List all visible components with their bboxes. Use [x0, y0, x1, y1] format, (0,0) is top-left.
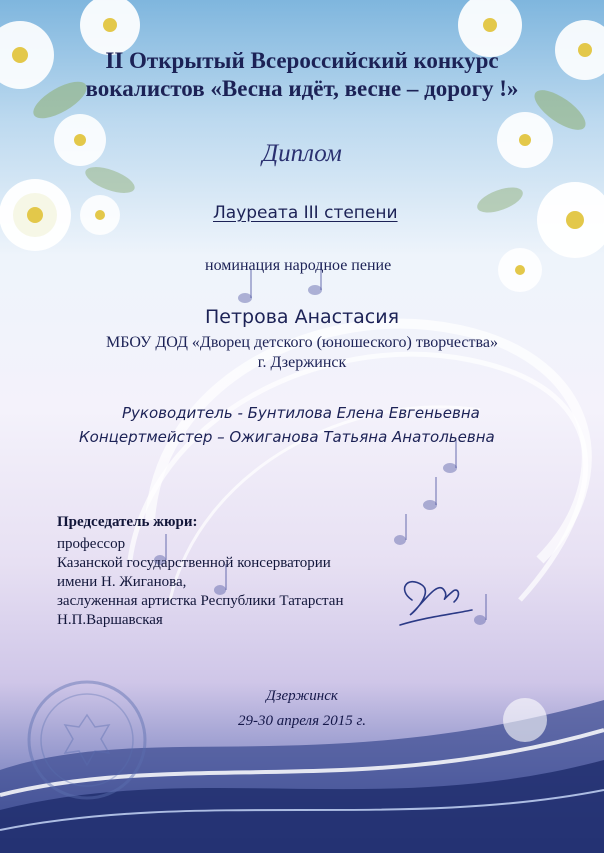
jury-line: заслуженная артистка Республики Татарстан	[57, 593, 344, 609]
diploma-heading: Диплом	[262, 140, 342, 167]
contest-title-line1: II Открытый Всероссийский конкурс	[105, 48, 499, 73]
jury-block	[57, 513, 343, 630]
date-text: 29-30 апреля 2015 г.	[238, 713, 366, 729]
jury-line: имени Н. Жиганова,	[57, 574, 187, 590]
place-text: Дзержинск	[266, 688, 338, 704]
recipient-organization: МБОУ ДОД «Дворец детского (юношеского) творчества»	[106, 334, 498, 351]
jury-line: Н.П.Варшавская	[57, 612, 163, 628]
contest-title-line2: вокалистов «Весна идёт, весне – дорогу !»	[85, 76, 519, 101]
recipient-city: г. Дзержинск	[257, 354, 347, 371]
jury-line: профессор	[57, 536, 126, 552]
flower-icon	[0, 0, 140, 251]
leader-line: Руководитель - Бунтилова Елена Евгеньевна	[122, 404, 480, 422]
nomination: номинация народное пение	[205, 257, 392, 274]
laureate-degree: Лауреата III степени	[213, 203, 398, 223]
jury-line: Казанской государственной консерватории	[57, 555, 331, 571]
signature-mark	[392, 570, 477, 635]
recipient-name: Петрова Анастасия	[204, 306, 400, 328]
accompanist-line: Концертмейстер – Ожиганова Татьяна Анатольевна	[79, 428, 495, 446]
jury-heading: Председатель жюри:	[57, 514, 198, 530]
